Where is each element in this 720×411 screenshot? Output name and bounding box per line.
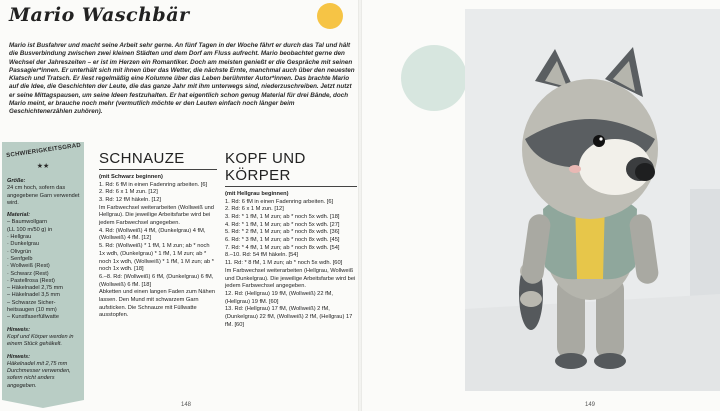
- page-number-left: 148: [181, 402, 192, 408]
- material-item: – Häkelnadel 3,5 mm: [7, 292, 60, 299]
- material-item: · Olivgrün: [7, 248, 32, 255]
- material-item: heitsaugen (10 mm): [7, 307, 57, 314]
- kopf-koerper-heading: KOPF UND KÖRPER: [225, 150, 306, 184]
- pattern-step: 13. Rd: (Hellgrau) 17 fM, (Wollweiß) 2 fM, (Dunkelgrau) 22 fM, (Wollweiß) 2 fM, (Hellgrau) 17 fM. [60]: [225, 306, 353, 328]
- pattern-step: 1. Rd: 6 fM in einen Fadenring arbeiten. [6]: [99, 181, 208, 188]
- material-item: · Dunkelgrau: [7, 241, 40, 248]
- schnauze-subheading: (mit Schwarz beginnen): [99, 174, 163, 180]
- pattern-step: 7. Rd: * 4 fM, 1 M zun; ab * noch 8x wdh. [54]: [225, 244, 340, 251]
- page-number-right: 149: [585, 402, 596, 408]
- pattern-step: 6.–8. Rd: (Wollweiß) 6 fM, (Dunkelgrau) 6 fM, (Wollweiß) 6 fM. [18]: [99, 273, 214, 288]
- material-item: – Häkelnadel 2,75 mm: [7, 285, 63, 292]
- material-item: · Senfgelb: [7, 255, 33, 262]
- difficulty-heading: SCHWIERIGKEITSGRAD: [5, 142, 82, 160]
- pattern-step: 3. Rd: 12 fM häkeln. [12]: [99, 196, 161, 203]
- sidebar-content: [7, 178, 83, 390]
- material-item: (LL 100 m/50 g) in: [7, 226, 53, 233]
- kopf-koerper-subheading: (mit Hellgrau beginnen): [225, 191, 289, 197]
- pattern-step: Im Farbwechsel weiterarbeiten (Hellgrau, Wollweiß und Dunkelgrau). Die jeweilige Arbeitsfarbe wird bei jedem Farbwechsel angegeben.: [225, 267, 356, 290]
- crocheted-raccoon-image: [465, 9, 720, 391]
- hint-text: Häkelnadel mit 2,75 mm Durchmesser verwenden, sofern nicht anders angegeben.: [7, 360, 71, 389]
- schnauze-heading: SCHNAUZE: [99, 150, 185, 167]
- pattern-step: 5. Rd: (Wollweiß) * 1 fM, 1 M zun; ab * noch 1x wdh, (Dunkelgrau) * 1 fM, 1 M zun; ab * noch 1x wdh, (Wollweiß) * 1 fM, 1 M zun; ab * noch 1x wdh. [18]: [99, 243, 214, 273]
- yellow-circle-decoration: [317, 3, 343, 29]
- pattern-step: 2. Rd: 6 x 1 M zun. [12]: [225, 206, 284, 213]
- raccoon-illustration: [465, 9, 720, 391]
- material-item: – Schwarze Sicher-: [7, 299, 56, 306]
- material-item: · Wollweiß (Rest): [7, 263, 50, 270]
- pattern-step: 4. Rd: * 1 fM, 1 M zun; ab * noch 5x wdh. [27]: [225, 221, 340, 228]
- size-text: 24 cm hoch, sofern das angegebene Garn verwendet wird.: [7, 185, 80, 206]
- material-item: · Schwarz (Rest): [7, 270, 49, 277]
- pattern-step: 4. Rd: (Wollweiß) 4 fM, (Dunkelgrau) 4 fM, (Wollweiß) 4 fM. [12]: [99, 227, 206, 242]
- intro-paragraph: Mario ist Busfahrer und macht seine Arbeit sehr gerne. An fünf Tagen in der Woche fährt er durch das Tal und hält die Busverbindung zwischen zwei kleinen Städten und dem Dorf am Fluss aufrecht. Mario beobachtet gerne den Wechsel der Jahreszeiten – er ist im Herzen ein Romantiker. Doch am meisten genießt er die Gespräche mit seinen Passagier*innen. Er unterhält sich mit ihnen über das Wetter, die nächste Ernte, manchmal auch über den neuesten Klatsch und Tratsch. Er liest regelmäßig eine Kolumne über das Leben berühmter Autor*innen. Das brachte Mario auf die Idee, die Geschichten der Leute, die das ganze Jahr mit ihm unterwegs sind, niederzuschreiben. Jetzt nutzt er seine Mittagspausen, um seine Ideen festzuhalten. Er hat eigentlich schon genug Material für drei Bände, doch Mario meint, er brauche noch mehr (vermutlich möchte er den Leuten einfach noch länger beim Geschichtenerzählen zuhören).: [9, 42, 355, 116]
- material-item: – Kunstfaserfüllwatte: [7, 314, 59, 321]
- material-list: [7, 219, 83, 321]
- materials-sidebar: [0, 142, 88, 411]
- hint-label: Hinweis:: [7, 353, 31, 360]
- material-item: · Pastellrosa (Rest): [7, 277, 55, 284]
- mint-circle-decoration: [401, 45, 467, 111]
- pattern-step: Im Farbwechsel weiterarbeiten (Wollweiß und Hellgrau). Die jeweilige Arbeitsfarbe wird bei jedem Farbwechsel angegeben.: [99, 204, 214, 227]
- pattern-step: 8.–10. Rd: 54 fM häkeln. [54]: [225, 252, 299, 259]
- pattern-title: Mario Waschbär: [9, 4, 190, 26]
- kopf-koerper-column: [225, 150, 357, 329]
- hint-label: Hinweis:: [7, 326, 31, 333]
- pattern-step: 11. Rd: * 8 fM, 1 M zun; ab * noch 5x wdh. [60]: [225, 260, 343, 267]
- kopf-koerper-steps: [225, 199, 357, 330]
- material-label: Material:: [7, 212, 31, 219]
- pattern-step: 12. Rd: (Hellgrau) 19 fM, (Wollweiß) 22 fM, (Hellgrau) 19 fM. [60]: [225, 290, 333, 305]
- size-label: Größe:: [7, 178, 26, 184]
- book-gutter: [358, 0, 362, 411]
- heading-rule: [99, 169, 217, 170]
- difficulty-stars-icon: ★★: [36, 163, 50, 170]
- pattern-step: 5. Rd: * 2 fM, 1 M zun; ab * noch 8x wdh. [36]: [225, 229, 340, 236]
- pattern-step: 2. Rd: 6 x 1 M zun. [12]: [99, 189, 158, 196]
- pattern-step: 1. Rd: 6 fM in einen Fadenring arbeiten. [6]: [225, 198, 334, 205]
- material-item: – Baumwollgarn: [7, 219, 48, 226]
- heading-rule: [225, 186, 357, 187]
- pattern-step: 6. Rd: * 3 fM, 1 M zun; ab * noch 8x wdh. [45]: [225, 237, 340, 244]
- schnauze-steps: [99, 182, 217, 321]
- pattern-step: Abketten und einen langen Faden zum Nähen lassen. Den Mund mit schwarzem Garn aufsticken. Die Schnauze mit Füllwatte ausstopfen.: [99, 289, 216, 319]
- material-item: · Hellgrau: [7, 234, 32, 241]
- pattern-step: 3. Rd: * 1 fM, 1 M zun; ab * noch 5x wdh. [18]: [225, 213, 340, 220]
- hint-text: Kopf und Körper werden in einem Stück gehäkelt.: [7, 333, 74, 348]
- schnauze-column: [99, 150, 217, 320]
